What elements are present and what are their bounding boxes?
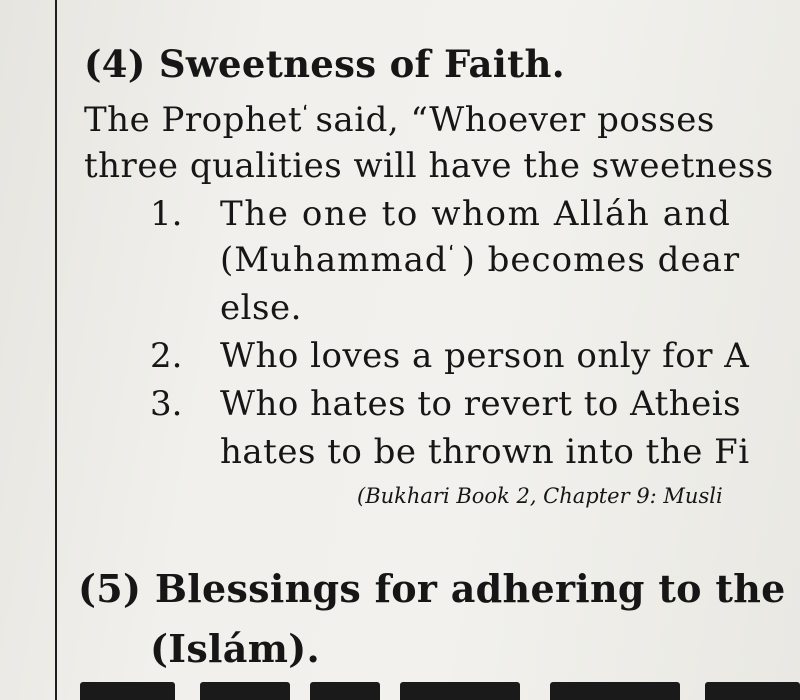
list-item-1-line-1: The one to whom Alláh and (220, 194, 732, 234)
intro-line-1-end: said, “Whoever posses (315, 100, 715, 140)
cropped-text-fragment (80, 682, 800, 700)
list-item-1-line-2-end: ) becomes dear (461, 240, 741, 280)
list-item-number: 1. (150, 194, 183, 234)
margin-rule (55, 0, 57, 700)
list-item-2-line-1: Who loves a person only for A (220, 336, 750, 376)
honorific-mark-icon: ‘ (300, 101, 314, 123)
intro-line-1-start: The Prophet (84, 100, 303, 140)
source-citation: (Bukhari Book 2, Chapter 9: Musli (357, 484, 723, 508)
intro-line-1 (84, 100, 715, 140)
list-item-3-line-1: Who hates to revert to Atheis (220, 384, 742, 424)
list-item-1-line-2 (220, 240, 740, 280)
section-5-heading-line-2: (Islám). (150, 626, 321, 671)
section-5-heading-line-1: (5) Blessings for adhering to the (78, 566, 786, 611)
intro-line-2: three qualities will have the sweetness (84, 146, 774, 186)
list-item-number: 3. (150, 384, 183, 424)
list-item-number: 2. (150, 336, 183, 376)
honorific-mark-icon: ‘ (446, 241, 460, 263)
section-4-heading: (4) Sweetness of Faith. (84, 42, 565, 86)
list-item-3-line-2: hates to be thrown into the Fi (220, 432, 750, 472)
list-item-1-line-3: else. (220, 288, 302, 328)
list-item-1-line-2-start: (Muhammad (220, 240, 448, 280)
